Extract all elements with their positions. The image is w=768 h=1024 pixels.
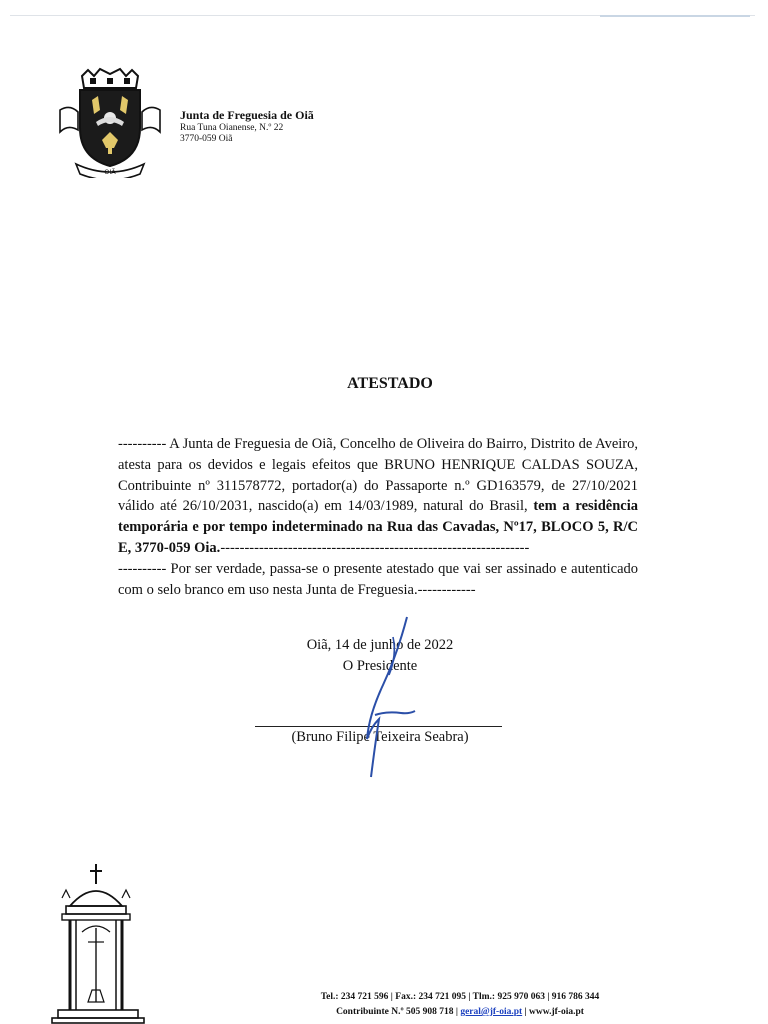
footer-tax-web xyxy=(270,1005,650,1020)
institution-name: Junta de Freguesia de Oiã xyxy=(180,108,314,122)
footer-taxpayer: Contribuinte N.º 505 908 718 | xyxy=(336,1007,458,1017)
handwritten-signature xyxy=(345,615,425,785)
footer-contact xyxy=(270,990,650,1020)
coat-of-arms-logo xyxy=(56,66,164,178)
signer-role: O Presidente xyxy=(342,657,418,674)
place-date: Oiã, 14 de junho de 2022 xyxy=(306,637,454,653)
footer-phones: Tel.: 234 721 596 | Fax.: 234 721 095 | Tlm.: 925 970 063 | 916 786 344 xyxy=(320,992,600,1002)
letterhead-block xyxy=(180,109,314,145)
footer-email-link[interactable]: geral@jf-oia.pt xyxy=(460,1007,523,1017)
document-title: ATESTADO xyxy=(347,375,433,392)
signer-name: (Bruno Filipe Teixeira Seabra) xyxy=(291,729,469,745)
address-postal: 3770-059 Oiã xyxy=(180,133,233,144)
address-street: Rua Tuna Oianense, N.º 22 xyxy=(180,122,284,133)
paragraph-attestation xyxy=(118,434,638,559)
attestation-text: ---------- A Junta de Freguesia de Oiã, Concelho de Oliveira do Bairro, Distrito de Aveiro, atesta para os devidos e legais efeitos que BRUNO HENRIQUE CALDAS SOUZA, Contribuinte nº 311578772, portador(a) do Passaporte n.º GD163579, de 27/10/2021 válido até 26/10/2031, nascido(a) em 14/03/1989, natural do Brasil, xyxy=(118,436,638,515)
dash-filler: ---------------------------------------------------------------- xyxy=(220,539,530,556)
svg-text:OIÃ: OIÃ xyxy=(104,168,116,176)
chapel-illustration xyxy=(48,862,150,1024)
footer-separator: | xyxy=(524,1007,527,1017)
paragraph-closing: ---------- Por ser verdade, passa-se o presente atestado que vai ser assinado e autenticado com o selo branco em uso nesta Junta de Freguesia.------------ xyxy=(118,560,638,598)
residence-statement: tem a residência temporária e por tempo indeterminado na Rua das Cavadas, Nº17, BLOCO 5, R/C E, 3770-059 Oia. xyxy=(118,498,638,556)
footer-website[interactable]: www.jf-oia.pt xyxy=(529,1007,584,1017)
document-body xyxy=(118,434,638,600)
scan-edge-mark xyxy=(600,15,750,17)
